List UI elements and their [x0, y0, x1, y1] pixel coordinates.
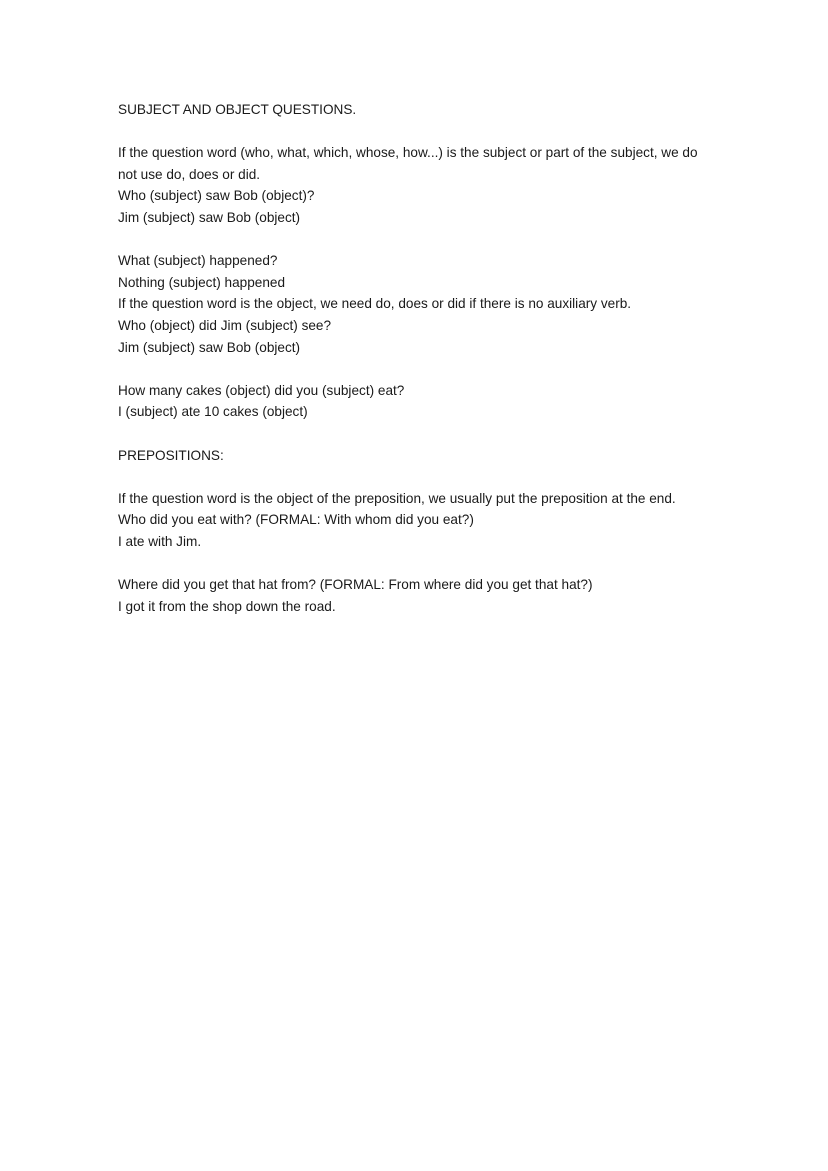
spacer	[118, 466, 718, 488]
example-question: Who (subject) saw Bob (object)?	[118, 188, 315, 204]
example-question: Who did you eat with? (FORMAL: With whom did you eat?)	[118, 512, 474, 528]
example-answer: Nothing (subject) happened	[118, 274, 286, 290]
example-question: What (subject) happened?	[118, 253, 278, 269]
example-question: Where did you get that hat from? (FORMAL: From where did you get that hat?)	[118, 577, 593, 593]
example-answer: I got it from the shop down the road.	[118, 598, 336, 614]
example-answer: Jim (subject) saw Bob (object)	[118, 209, 301, 225]
spacer	[118, 552, 718, 574]
example-answer: I (subject) ate 10 cakes (object)	[118, 404, 308, 420]
intro-paragraph: If the question word (who, what, which, whose, how...) is the subject or part of the subject, we do not use do, does or did.	[118, 145, 698, 182]
example-answer: Jim (subject) saw Bob (object)	[118, 339, 301, 355]
example-question: How many cakes (object) did you (subject) eat?	[118, 382, 405, 398]
spacer	[118, 121, 718, 143]
example-question: Who (object) did Jim (subject) see?	[118, 317, 332, 333]
document-body	[118, 99, 718, 617]
preposition-rule-paragraph: If the question word is the object of the preposition, we usually put the preposition at the end.	[118, 490, 676, 506]
spacer	[118, 423, 718, 445]
section-heading-prepositions: PREPOSITIONS:	[118, 447, 224, 463]
example-answer: I ate with Jim.	[118, 533, 202, 549]
spacer	[118, 229, 718, 251]
spacer	[118, 358, 718, 380]
section-heading-subject-object: SUBJECT AND OBJECT QUESTIONS.	[118, 102, 357, 117]
object-rule-paragraph: If the question word is the object, we need do, does or did if there is no auxiliary verb.	[118, 296, 632, 312]
